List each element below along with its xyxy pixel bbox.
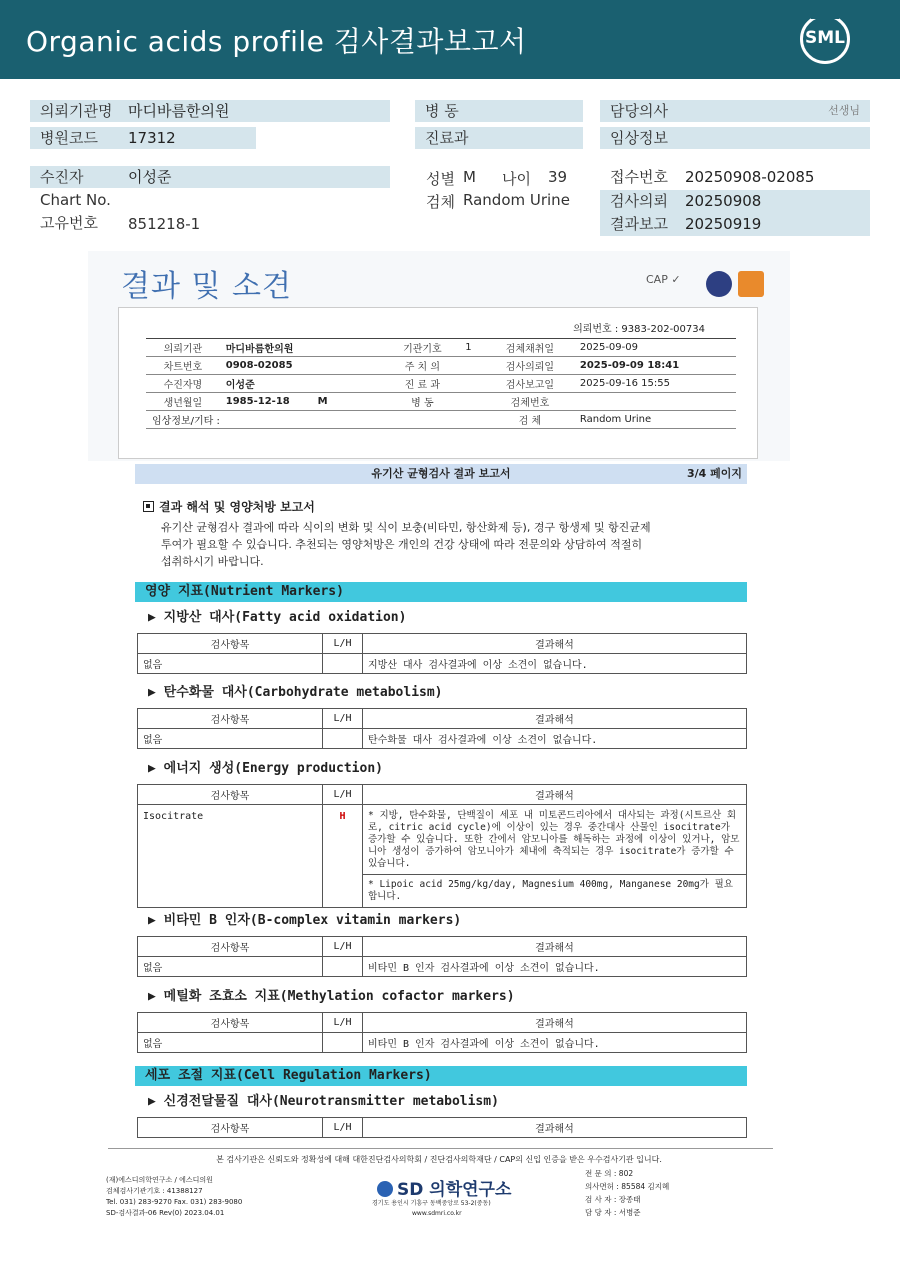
table-neurotransmitter: 검사항목 L/H 결과해석 — [137, 1117, 747, 1138]
sub-carbohydrate: ▶ 탄수화물 대사(Carbohydrate metabolism) — [148, 685, 443, 700]
report-title: 결과 및 소견 — [121, 269, 292, 304]
interpretation-body: 유기산 균형검사 결과에 따라 식이의 변화 및 식이 보충(비타민, 항산화제 등), 경구 항생제 및 항진균제 투여가 필요할 수 있습니다. 추천되는 영양처방은 개인의 건강 상태에 따라 전문의와 상담하여 적절히 섭취하시기 바랍니다. — [161, 521, 651, 568]
dept-field: 진료과 — [415, 127, 583, 149]
request-report-field: 검사의뢰 20250908 결과보고 20250919 — [600, 190, 870, 236]
table-energy: 검사항목 L/H 결과해석 Isocitrate H * 지방, 탄수화물, 단백질이 세포 내 미토콘드리아에서 대사되는 과정(시트르산 회로, citric acid cycle)에 이상이 있는 경우 중간대사 산물인 isocitrate가 증가할 수 있습니다. 또한 간에서 암모니아를 해독하는 과정에 이상이 있거나, 암모니아 생성이 증가하여 암모니아가 체내에 축적되는 경우 isocitrate가 증가할 수 있습니다. * Lipoic acid 25mg/kg/day, Magnesium 400mg, Manganese 20mg가 필요합니다. — [137, 784, 747, 908]
report-banner: 유기산 균형검사 결과 보고서 3/4 페이지 — [135, 464, 747, 484]
footer-lab-info: (재)에스디의학연구소 / 에스디의원 검체검사기관기호 : 41388127 Tel. 031) 283-9270 Fax. 031) 283-9080 SD-검사결과-06 Rev(0) 2023.04.01 — [106, 1176, 243, 1217]
specimen-value: Random Urine — [463, 191, 570, 209]
table-vitamin-b: 검사항목 L/H 결과해석 없음 비타민 B 인자 검사결과에 이상 소견이 없습니다. — [137, 936, 747, 977]
institution-field: 의뢰기관명 마디바름한의원 — [30, 100, 390, 122]
receipt-field: 접수번호 20250908-02085 — [610, 168, 815, 186]
ward-field: 병 동 — [415, 100, 583, 122]
report-image — [88, 251, 790, 1217]
uid-label: 고유번호 — [40, 214, 98, 232]
chart-no-label: Chart No. — [40, 191, 111, 209]
signatures: 전 문 의 : 802 의사면허 : 85584 김지혜 검 사 자 : 장종태 담 당 자 : 서병준 — [585, 1169, 670, 1217]
certification-note: 본 검사기관은 신뢰도와 정확성에 대해 대한진단검사의학회 / 진단검사의학재단 / CAP의 신입 인증을 받은 우수검사기관 입니다. — [216, 1155, 662, 1164]
sex-label: 성별 — [426, 170, 455, 188]
table-methylation: 검사항목 L/H 결과해석 없음 비타민 B 인자 검사결과에 이상 소견이 없습니다. — [137, 1012, 747, 1053]
doctor-field: 담당의사 선생님 — [600, 100, 870, 122]
footer-address: 경기도 용인시 기흥구 동백중앙로 53-2(중동) — [372, 1200, 491, 1207]
patient-info-box — [118, 307, 758, 459]
page-title: Organic acids profile 검사결과보고서 — [26, 25, 527, 58]
uid-value: 851218-1 — [128, 215, 201, 233]
sex-value: M — [463, 168, 476, 186]
clinical-field: 임상정보 — [600, 127, 870, 149]
patient-field: 수진자 이성준 — [30, 166, 390, 188]
sml-logo: SML — [800, 14, 850, 64]
patient-info-table: 의뢰기관 마디바름한의원 기관기호 1 검체채취일 2025-09-09 차트번호 0908-02085 주 치 의 검사의뢰일 2025-09-09 18:41 수진자명 이성준 진 료 과 검사보고일 2025-09-16 15:55 생년월일 1985-12-18 M 병 동 검체번호 임상정보/기타 : 검 체 Random Urine — [146, 338, 736, 429]
section-cell-regulation: 세포 조절 지표(Cell Regulation Markers) — [135, 1066, 747, 1086]
section-nutrient-markers: 영양 지표(Nutrient Markers) — [135, 582, 747, 602]
interpretation-title: 결과 해석 및 영양처방 보고서 — [143, 498, 315, 515]
specimen-label: 검체 — [426, 193, 455, 211]
request-number: 의뢰번호 : 9383-202-00734 — [573, 324, 705, 335]
table-carbohydrate: 검사항목 L/H 결과해석 없음 탄수화물 대사 검사결과에 이상 소견이 없습니다. — [137, 708, 747, 749]
age-value: 39 — [548, 168, 568, 186]
seal-icon — [706, 271, 732, 297]
table-fatty-acid: 검사항목 L/H 결과해석 없음 지방산 대사 검사결과에 이상 소견이 없습니다. — [137, 633, 747, 674]
sd-logo: SD 의학연구소 — [377, 1175, 511, 1200]
footer-website: www.sdmri.co.kr — [412, 1210, 462, 1217]
hospital-code-field: 병원코드 17312 — [30, 127, 256, 149]
sub-vitamin-b: ▶ 비타민 B 인자(B-complex vitamin markers) — [148, 913, 462, 928]
lab-logo-icon — [738, 271, 764, 297]
sub-methylation: ▶ 메틸화 조효소 지표(Methylation cofactor markers) — [148, 989, 515, 1004]
header-bar — [0, 0, 900, 79]
sub-fatty-acid: ▶ 지방산 대사(Fatty acid oxidation) — [148, 610, 407, 625]
sub-neurotransmitter: ▶ 신경전달물질 대사(Neurotransmitter metabolism) — [148, 1094, 499, 1109]
sub-energy: ▶ 에너지 생성(Energy production) — [148, 761, 383, 776]
age-label: 나이 — [502, 170, 531, 188]
cap-badge: CAP ✓ — [646, 273, 681, 286]
